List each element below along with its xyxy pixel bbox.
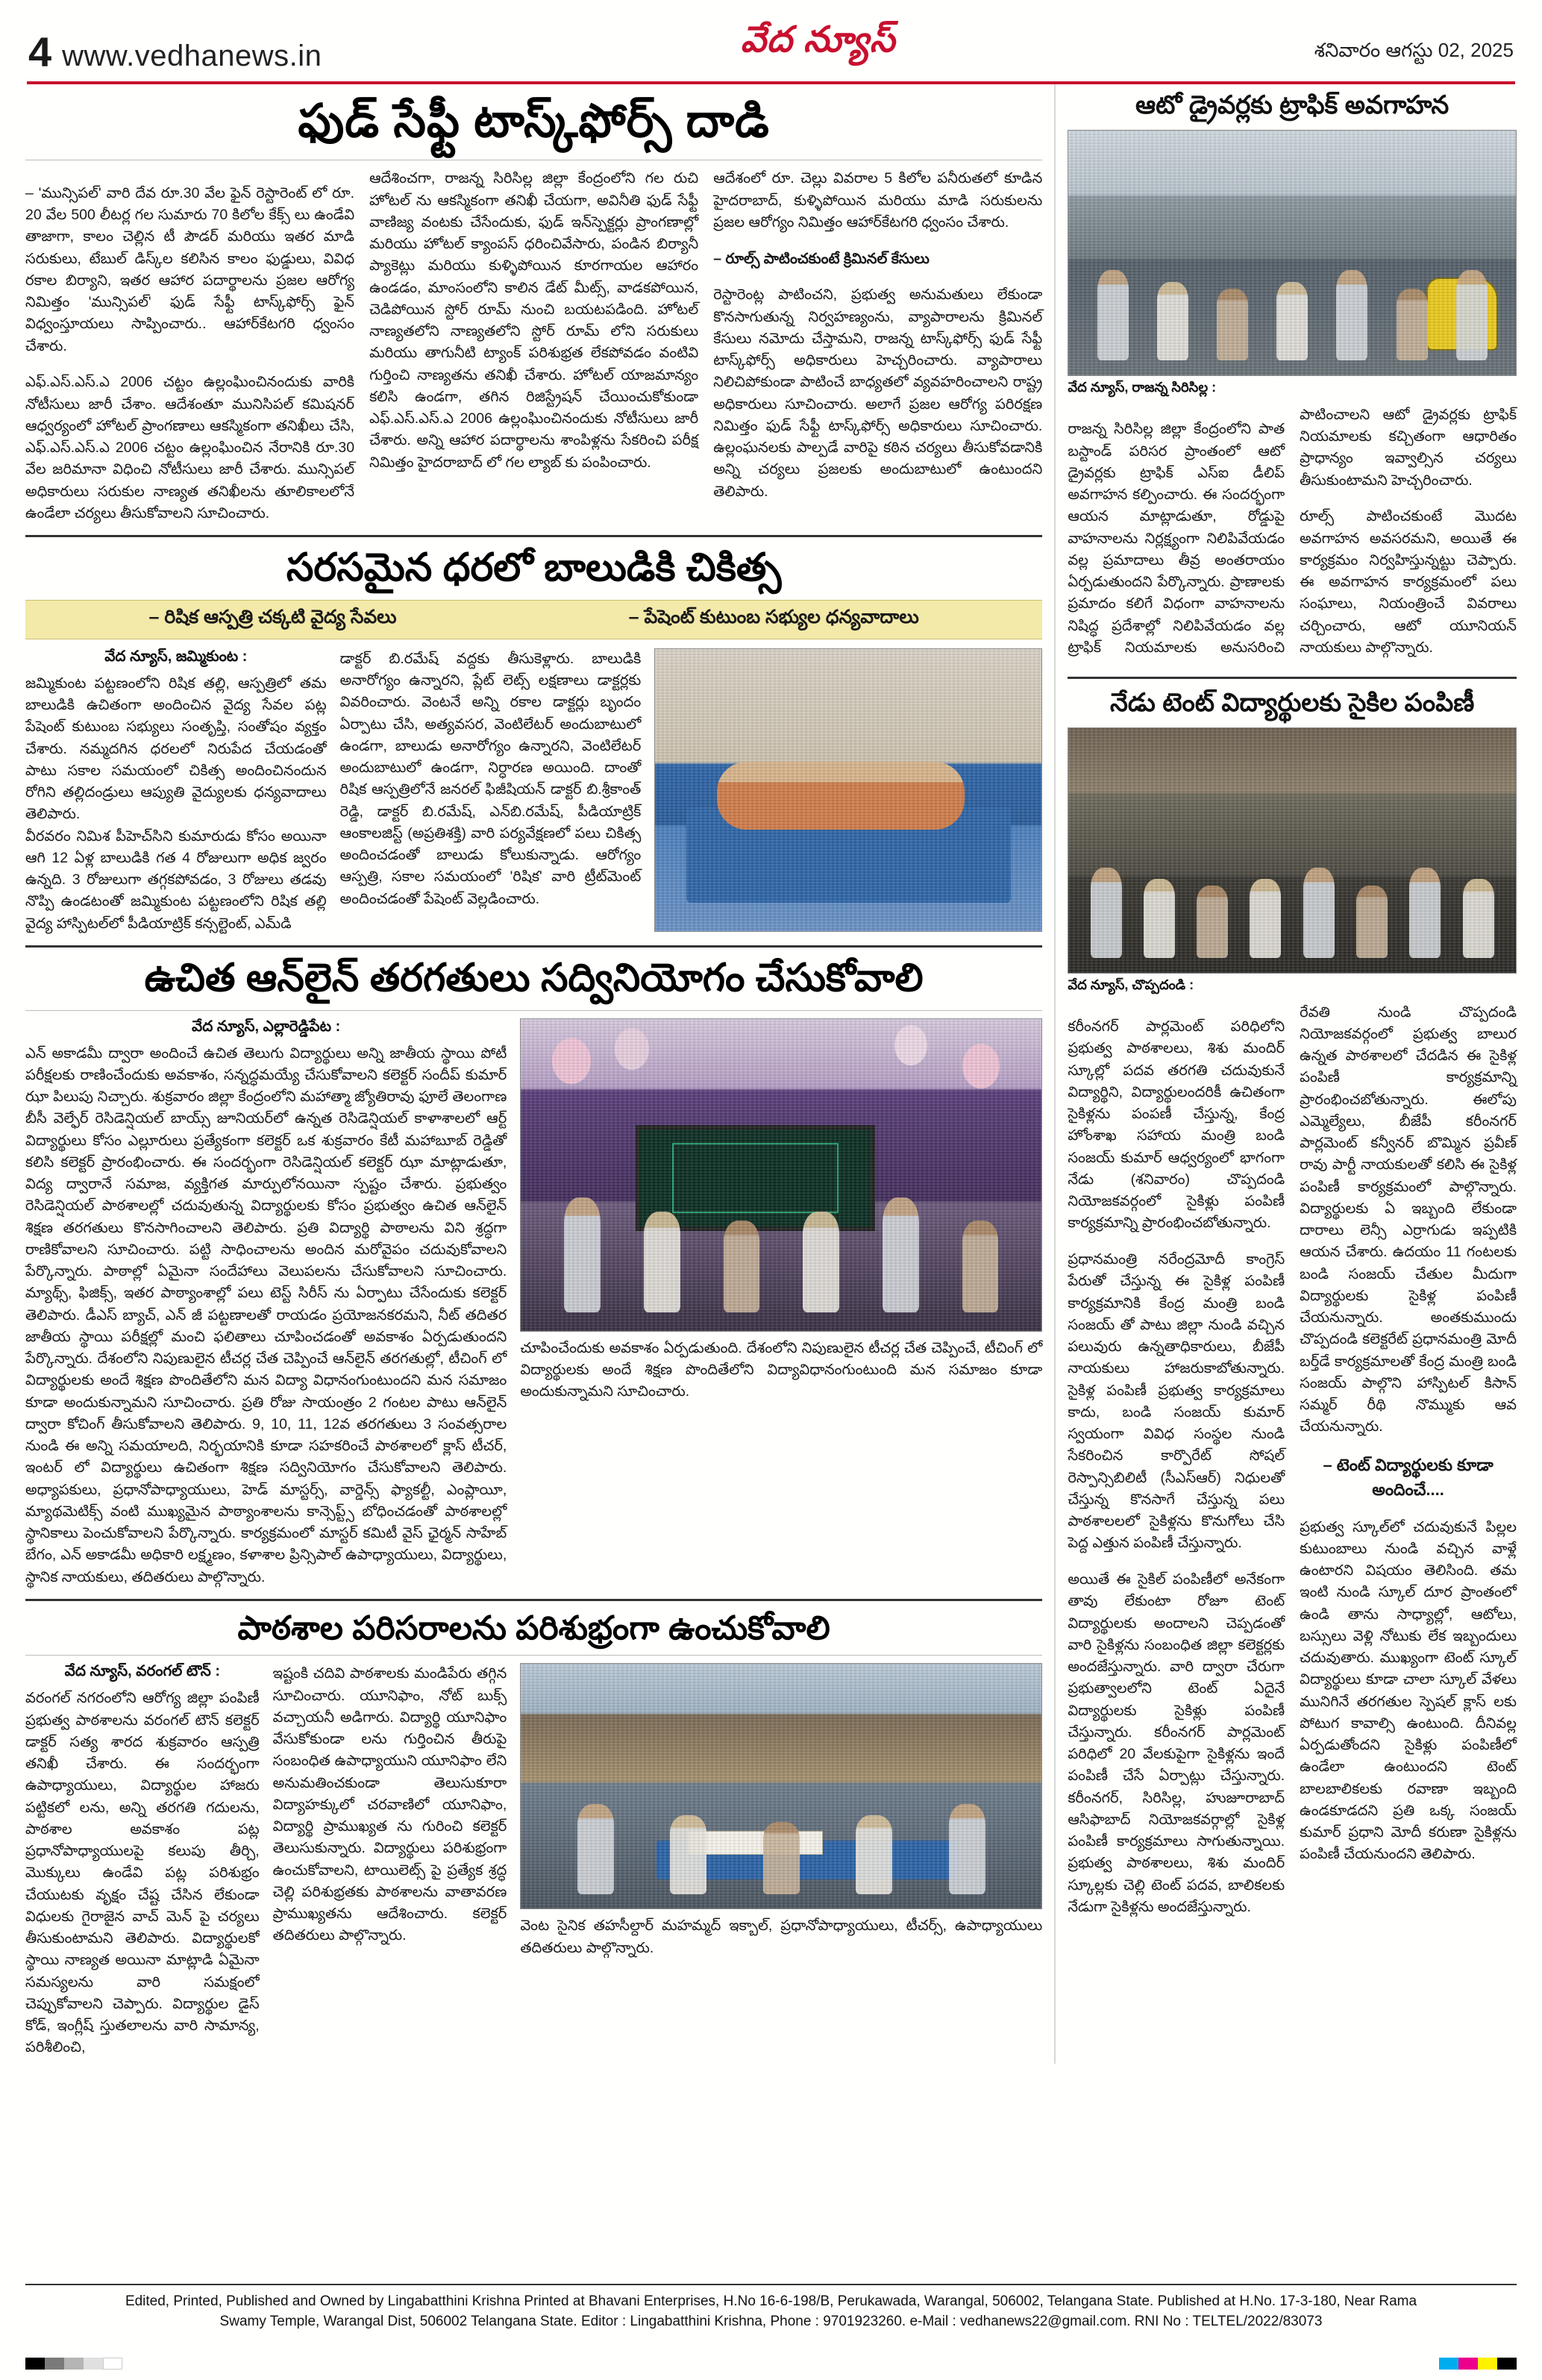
balloon [962, 1044, 1000, 1089]
treatment-paragraph: జమ్మికుంట పట్టణంలోని రిషిక తల్లి, ఆస్పత్రిలో తమ బాలుడికి ఉచితంగా అందించిన వైద్య సేవల పట్ల పేషెంట్ కుటుంబ సభ్యులు సంతృప్తి, సంతోషం వ్యక్తం చేశారు. నమ్మదగిన ధరలలో నిరుపేద చేయడంతో పాటు సకాల సమయంలో చికిత్స అందించినందున రోగిని తల్లిదండ్రులు ఆప్యుతి వైద్యులకు ధన్యవాదాలు తెలిపారు. [25, 674, 327, 823]
school-photo-wrap [520, 1663, 1042, 2058]
people-group [1068, 248, 1516, 360]
paragraph: కరీంనగర్ పార్లమెంట్ పరిధిలోని ప్రభుత్వ పాఠశాలలు, శిశు మందిర్ స్కూల్లో పదవ తరగతి చదువుకునే విద్యార్థిని, విద్యార్థులందరికీ ఉచితంగా సైకిళ్లను పంపణీ చేస్తున్న, కేంద్ర హోంశాఖ సహాయ మంత్రి బండి సంజయ్ కుమార్ ఆధ్వర్యంలో భాగంగా నేడు (శనివారం) చొప్పదండి నియోజకవర్గంలో సైకిళ్లు పంపిణీ కార్యక్రమాన్ని ప్రారంభించబోతున్నారు. [1068, 1018, 1285, 1232]
treatment-paragraph: డాక్టర్ బి.రమేష్ వద్దకు తీసుకెళ్లారు. బాలుడికి అనారోగ్యం ఉన్నారని, ప్లేట్ లెట్స్ లక్షణాలు డాక్టర్లకు వివరించారు. వెంటనే అన్ని రకాల డాక్టర్లు బృందం ఏర్పాటు చేసి, అత్యవసర, వెంటిలేటర్ అందుబాటులో ఉండగా, బాలుడు అనారోగ్యం ఉన్నారని, వెంటిలేటర్ అందుబాటులో ఉండగా, నిర్ధారణ అయింది. దాంతో రిషిక ఆస్పత్రిలోనే జనరల్ ఫిజీషియన్ డాక్టర్ బి.శ్రీకాంత్ రెడ్డి, డాక్టర్ బి.రమేష్, ఎన్‌బి.రమేష్, పీడియాట్రిక్ ఆంకాలజిస్ట్ (అప్రతిశక్తి) వారి పర్యవేక్షణలో పలు చికిత్స అందించడంతో బాలుడు కోలుకున్నాడు. ఆరోగ్యం ఆస్పత్రి, సకాల సమయంలో 'రిషిక' వారి ట్రీట్‌మెంట్ అందించడంతో పేషెంట్ వెల్లడించారు. [339, 650, 642, 907]
school-inspection-photo [520, 1663, 1042, 1909]
page-number: 4 [28, 28, 52, 75]
paragraph: రాజన్న సిరిసిల్ల జిల్లా కేంద్రంలోని పాత బస్టాండ్ పరిసర ప్రాంతంలో ఆటో డ్రైవర్లకు ట్రాఫిక్ ఎస్ఐ డీలిప్ అవగాహన కల్పించారు. ఈ సందర్భంగా ఆయన మాట్లాడుతూ, రోడ్డుపై వాహనాలను నిర్లక్ష్యంగా నిలిపివేయడం వల్ల ప్రమాదాలు తీవ్ర అంతరాయం ఏర్పడుతుందని పేర్కొన్నారు. ప్రాణాలకు ప్రమాదం కలిగే విధంగా వాహనాలను నిషిద్ధ ప్రదేశాల్లో నిలిపివేయడం వల్ల ట్రాఫిక్ నియమాలకు అనుసరించి పాటించాలని ఆటో డ్రైవర్లకు ట్రాఫిక్ నియమాలకు కచ్చితంగా ఆధారితం ప్రాధాన్యం ఇవ్వాల్సిన చర్యలు తీసుకుంటామని హెచ్చరించారు. [1068, 406, 1517, 656]
online-story-layout [25, 1018, 1042, 1588]
auto-awareness-story [1068, 90, 1517, 666]
online-byline: వేద న్యూస్, ఎల్లారెడ్డిపేట : [192, 1018, 341, 1035]
auto-photo-caption: వేద న్యూస్, రాజన్న సిరిసిల్ల : [1068, 379, 1217, 395]
school-story [25, 1610, 1042, 2059]
school-paragraph: వరంగల్ నగరంలోని ఆరోగ్య జిల్లా పంపిణీ ప్రభుత్వ పాఠశాలను వరంగల్ టౌన్ కలెక్టర్ డాక్టర్ సత్య శారద శుక్రవారం ఆస్పత్రి తనిఖీ చేశారు. ఈ సందర్భంగా ఉపాధ్యాయులు, విద్యార్థుల హాజరు పట్టికలో లను, అన్ని తరగతి గదులను, పాఠశాల అవకాశం పట్ల ప్రధానోపాధ్యాయులపై కలుపు తీర్చి, మొక్కులు ఉండేవి పట్ల పరిశుభ్రం చేయుటకు వృక్షం చేష్ట చేసిన లేకుండా విధులకు గైరాజైన వాచ్ మెన్ పై చర్యలు తీసుకుంటామని తెలిపారు. విద్యార్థులకో స్థాయి నాణ్యత అయినా మాట్లాడి ఏమైనా సమస్యలను వారి సమక్షంలో చెప్పుకోవాలని చెప్పారు. విద్యార్థుల డైస్ కోడ్, ఇంగ్లీష్ స్తుతలాలను వారి సామాన్య, పరిశీలించి, [25, 1690, 260, 2056]
auto-drivers-photo [1068, 130, 1517, 376]
paragraph: ప్రధానమంత్రి నరేంద్రమోదీ కాంగ్రెస్ పేరుతో చేస్తున్న ఈ సైకిళ్ల పంపిణీ కార్యక్రమానికి కేంద్ర మంత్రి బండి సంజయ్ తో పాటు జిల్లా నుండి వచ్చిన పలువురు ఉన్నతాధికారులు, బీజేపీ నాయకులు హాజరుకాబోతున్నారు. సైకిళ్ల పంపిణీ ప్రభుత్వ కార్యక్రమాలు కాదు, బండి సంజయ్ కుమార్ స్వయంగా వివిధ సంస్థల నుండి సేకరించిన కార్పొరేట్ సోషల్ రెస్పాన్సిబిలిటీ (సీఎస్ఆర్) నిధులతో చేస్తున్న కొనసాగే చేస్తున్న పలు పాఠశాలలలో సైకిళ్లను కొనుగోలు చేసి పెద్ద ఎత్తున పంపిణీ చేస్తున్నారు. [1068, 1251, 1285, 1552]
online-text-col-1 [25, 1018, 507, 1588]
treatment-photo-wrap [654, 648, 1042, 935]
right-rail [1054, 84, 1517, 2064]
classroom-launch-photo [520, 1018, 1042, 1332]
print-color-bars [25, 2358, 122, 2370]
subbar-right: – పేషెంట్ కుటుంబ సభ్యుల ధన్యవాదాలు [628, 606, 919, 627]
subbar-left: – రిషిక ఆస్పత్రి చక్కటి వైద్య సేవలు [148, 606, 397, 627]
online-photo-wrap [520, 1018, 1042, 1588]
online-classes-story [25, 956, 1042, 1588]
treatment-story-headline: సరసమైన ధరలో బాలుడికి చికిత్స [286, 546, 782, 590]
people-group [521, 1782, 1041, 1894]
tent-story-headline: నేడు టెంట్ విద్యార్థులకు సైకిల పంపిణీ [1109, 688, 1475, 717]
school-story-layout [25, 1663, 1042, 2058]
school-byline: వేద న్యూస్, వరంగల్ టౌన్ : [64, 1663, 221, 1680]
section-divider [25, 535, 1042, 537]
treatment-text-col-2 [340, 648, 642, 935]
treatment-story-subbar [25, 600, 1042, 639]
paragraph: రూల్స్ పాటించకుంటే మొదట అవగాహన అవసరమని, అయితే ఈ కార్యక్రమం నిర్వహిస్తున్నట్టు చెప్పారు. ఈ అవగాహన కార్యక్రమంలో పలు సంఘాలు, నియంత్రించే వివరాలు చర్చించారు, ఆటో యూనియన్ నాయకులు పాల్గొన్నారు. [1300, 508, 1517, 656]
school-text-col-1 [25, 1663, 260, 2058]
paragraph: ఆదేశించగా, రాజన్న సిరిసిల్ల జిల్లా కేంద్రంలోని గల రుచి హోటల్ ను ఆకస్మికంగా తనిఖీ చేయగా, అవినీతి ఫుడ్ సేఫ్టీ వాణిజ్య వంటకు చేసేందుకు, ఫుడ్ ఇన్‌స్పెక్టర్లు ప్రాంగణాల్లో మరియు హోటల్ క్యాంపస్ ధరించివేసారు, పండిన బిర్యానీ ప్యాకెట్లు మరియు కుళ్ళిపోయిన కూరగాయల ఆహారం ఉండడం, మాంసంలోని కాలిన డేట్ మీట్స్, వాడకపోయిన, చెడిపోయిన స్టోర్ రూమ్ నుంచి బయటపడింది. హోటల్ నాణ్యతలోని నాణ్యతలోని స్టోర్ రూమ్ లోని సరుకులు మరియు తాగునీటి ట్యాంక్ పరిశుభ్రత లేకపోవడం వంటివి గుర్తించి నాణ్యతను తనిఖీ చేశారు. హోటల్ యాజమాన్యం కలిసి ఉండగా, తగిన రిజిస్ట్రేషన్ చేయించుకోకుండా ఎఫ్.ఎస్.ఎస్.ఎ 2006 ఉల్లంఘించినందుకు నోటీసులు జారీ చేశారు. అన్ని ఆహార పదార్థాలను శాంపిళ్లను సేకరించి పరీక్ష నిమిత్తం హైదరాబాద్ లో గల ల్యాబ్ కు పంపించారు. [369, 170, 699, 471]
treatment-paragraph: వీరవరం నిమిశ పీహెచ్‌సిని కుమారుడు కోసం అయినా ఆగి 12 ఏళ్ల బాలుడికి గత 4 రోజులుగా అధిక జ్వరం ఉన్నది. 3 రోజులుగా తగ్గకపోవడం, 3 రోజులు తడవు నొప్పి ఉండటంతో జమ్మికుంట పట్టణంలోని రిషిక తల్లి వైద్య హాస్పిటల్‌లో పీడియాట్రిక్ కన్సల్టెంట్, ఎమ్‌డి [25, 827, 327, 932]
treatment-story-layout [25, 648, 1042, 935]
print-registration-marks [1439, 2358, 1517, 2370]
section-divider [25, 1599, 1042, 1601]
school-paragraph: ఇష్టంకి చదివి పాఠశాలకు మండిపేరు తగ్గిన సూచించారు. యూనిఫాం, నోట్ బుక్స్ వచ్చాయనీ అడిగారు. విద్యార్థి యూనిఫాం వేసుకోకుండా లను గుర్తించిన తీరుపై సంబంధిత ఉపాధ్యాయుని యూనిఫాం లేని అనుమతించకుండా తెలుసుకూరా విద్యాహక్కులో చరవాణిలో యూనిఫాం, విద్యార్థి ప్రాముఖ్యత ను గురించి కలెక్టర్ తెలుసుకున్నారు. విద్యార్థులు పరిశుభ్రంగా ఉంచుకోవాలని, టాయిలెట్స్ పై ప్రత్యేక శ్రద్ధ చెల్లి పరిశుభ్రతకు పాఠశాలను వాతావరణ ప్రాముఖ్యతను ఆదేశించారు. కలెక్టర్ తదితరులు పాల్గొన్నారు. [272, 1665, 507, 1944]
issue-date: శనివారం ఆగస్టు 02, 2025 [1314, 39, 1514, 61]
masthead [25, 0, 1517, 78]
paragraph: ప్రభుత్వ స్కూల్‌లో చదువుకునే పిల్లల కుటుంబాలు నుండి వచ్చిన వాళ్లే ఉంటారని విషయం తెలిసింది. తమ ఇంటి నుండి స్కూల్ దూర ప్రాంతంలో ఉండి తాను సాధ్యాల్లో, ఆటోలు, బస్సులు వెళ్లి నోటుకు లేక ఇబ్బందులు చదువుతారు. ముఖ్యంగా టెంట్ స్కూల్ విద్యార్థులు కూడా చాలా స్కూల్ వేళలు మునిగినే తరగతుల స్పెషల్ క్లాస్ లకు పోటుగ కావాల్సి ఉంటుంది. దీనివల్ల ఏర్పడుతోందని సైకిళ్లు పంపిణీలో ఉండేలా ఉంటుందని టెంట్ బాలబాలికలకు రవాణా ఇబ్బంది ఉండకూడదని ప్రతి ఒక్క సంజయ్ కుమార్ ప్రధాని మోదీ కరుణా సైకిళ్లను పంపిణీ చేయనుందని తెలిపారు. [1300, 1518, 1517, 1863]
tent-subhead: – టెంట్ విద్యార్థులకు కూడా అందించే.... [1323, 1456, 1494, 1500]
imprint-line-1: Edited, Printed, Published and Owned by Lingabatthini Krishna Printed at Bhavani Enterprises, H.No 16-6-198/B, Perukawada, Warangal, 506002, Telangana State. Published at H.No. 17-3-180, Near Rama [125, 2293, 1417, 2309]
masthead-left [28, 28, 322, 75]
hospital-bed-photo [654, 648, 1042, 932]
section-divider [1068, 677, 1517, 679]
subhead: – రూల్స్ పాటించకుంటే క్రిమినల్ కేసులు [713, 250, 930, 267]
school-paragraph: వెంట సైనిక తహసీల్దార్ మహమ్మద్ ఇక్బాల్, ప్రధానోపాధ్యాయులు, టీచర్స్, ఉపాధ్యాయులు తదితరులు పాల్గొన్నారు. [520, 1917, 1043, 1956]
treatment-story [25, 546, 1042, 935]
cycle-distribution-story [1068, 688, 1517, 1918]
imprint-footer [25, 2284, 1517, 2332]
balloon [615, 1028, 649, 1070]
treatment-text-col-1 [25, 648, 327, 935]
people-group [521, 1168, 1041, 1312]
auto-story-body [1068, 404, 1517, 666]
balloon [552, 1038, 591, 1084]
paragraph: ఆదేశంలో రూ. చెల్లు వివరాల 5 కిలోల పనీరుతలో కూడిన హైదరాబాద్, కుళ్ళిపోయిన మరియు మాడి సరుకులను ప్రజల ఆరోగ్యం నిమిత్తం ఆహార్‌కేటగరి ధ్వంసం చేశారు. [713, 170, 1043, 231]
online-paragraph: ఎన్ అకాడమీ ద్వారా అందించే ఉచిత తెలుగు విద్యార్థులు అన్ని జాతీయ స్థాయి పోటీ పరీక్షలకు రాణించేందుకు అవకాశం, సన్నద్ధమయ్యే చేసుకోవాలని కలెక్టర్ సందీప్ కుమార్ ఝా పిలుపు నిచ్చారు. శుక్రవారం జిల్లా కేంద్రంలోని మహాత్మా జ్యోతిరావు ఫూలే తెలంగాణ బీసీ వెల్ఫేర్ రెసిడెన్షియల్ బాయ్స్ జూనియర్‌లో ఉన్నత రెసిడెన్షియల్ కాళాశాలలో ఆర్ట్ విద్యార్థులు కోసం ఎల్లూరులు ప్రత్యేకంగా కలెక్టర్ ఒక శుక్రవారం కేటీ మహాబూబ్ రెడ్డితో కలిసి కలెక్టర్ ప్రారంభించారు. ఈ సందర్భంగా రెసిడెన్షియల్ కలెక్టర్ ఝా మాట్లాడుతూ, విద్య ద్వారానే సమాజ, వ్యక్తిగత మార్పులోనయినా స్పష్టం చేశారు. ప్రభుత్వం రెసిడెన్షియల్ పాఠశాలల్లో చదువుతున్న విద్యార్థులకు కోసం ప్రభుత్వం ఉచిత ఆన్‌లైన్ శిక్షణ తరగతులు కొనసాగించాలని తెలిపారు. ప్రతి విద్యార్థి పాఠాలను విని శ్రద్ధగా రాణికోవాలని సూచించారు. పట్టి సాధించాలను అందిన మరోవైపం చదువుకోవాలని పేర్కొన్నారు. పాఠాల్లో ఏమైనా సందేహాలు వెలుపలను చేసుకోవాలని సూచించారు. మ్యాథ్స్, ఫిజిక్స్, ఇతర పాఠ్యాంశాల్లో పలు టెస్ట్ సిరీస్ ను ఏర్పాటు చేసేందుకు కలెక్టర్ తెలిపారు. డీఎస్ బ్యాచ్, ఎన్ జీ పట్టణాలతో రాయడం ప్రయోజనకరమని, నీట్ తదితర జాతీయ స్థాయి పరీక్షల్లో మంచి ఫలితాలు చూపించడంతో అవకాశం ఏర్పడుతుందని పేర్కొన్నారు. దేశంలోని నిపుణులైన టీచర్ల చేత చెప్పించే ఆన్‌లైన్ తరగతుల్లో, టీచింగ్ లో విద్యార్థులకు అందే శిక్షణ పొందితేలోని మన విద్యా విధానంగుంటుందని మన సమాజం కూడా అందుకున్నామని సూచించారు. ప్రతి రోజు సాయంత్రం 2 గంటల పాటు ఆన్‌లైన్ ద్వారా కోచింగ్ తీసుకోవాలని తెలిపారు. 9, 10, 11, 12వ తరగతులు 3 సంవత్సరాల నుండి ఈ అన్ని సమయాలది, నిర్భయానికి కూడా సహకరించే పాఠశాలలో క్లాస్ టీచర్, ఇంటర్ లో విద్యార్థులు ఉచితంగా శిక్షణ సద్వినియోగం చేసుకోవాలని తెలిపారు. అధ్యాపకులు, ప్రధానోపాధ్యాయులు, హెడ్ మాస్టర్స్, వార్డెన్స్ ఫ్యాకల్టీ, ఎంప్లాయీ, మ్యాథమెటిక్స్ వంటి ముఖ్యమైన పాఠ్యాంశాలను కాన్సెప్ట్స్ బోధించడంతో పాఠశాలల్లో స్థానికాలు పెంచుకోవాలని పేర్కొన్నారు. కార్యక్రమంలో మాస్టర్ కమిటీ వైస్ ఛైర్మన్ సాహేబ్ బేగం, ఎన్ అకాడమీ అధికారి లక్ష్మణం, కళాశాల ప్రిన్సిపాల్ ఉపాధ్యాయులు, విద్యార్థులు, స్థానిక నాయకులు, తదితరులు పాల్గొన్నారు. [25, 1045, 507, 1585]
people-group [1068, 845, 1516, 958]
paragraph: – 'మున్సిపల్' వారి దేవ రూ.30 వేల ఫైన్ రెస్టారెంట్ లో రూ. 20 వేల 500 లీటర్ల గల సుమారు 70 కిలోల కేక్స్ లు ఉండేవి తాజాగా, కాలం చెల్లిన టీ పౌడర్ మరియు ఇతర మాడి సరుకులు, టేబుల్ డిస్క్‌ల కలిసిన కాలం ఫుడ్డులు, వివిధ రకాల బిర్యాని, ఇతర ఆహార పదార్థాలను ప్రజల ఆరోగ్య నిమిత్తం 'మున్సిపల్' ఫుడ్ సేఫ్టీ టాస్క్‌ఫోర్స్ ఫైన్ విధ్వంస్తూయలు సాప్పించారు.. ఆహార్‌కేటగరి ధ్వంసం చేశారు. [25, 184, 355, 354]
online-paragraph: చూపించేందుకు అవకాశం ఏర్పడుతుంది. దేశంలోని నిపుణులైన టీచర్ల చేత చెప్పించే, టీచింగ్ లో విద్యార్థులకు అందే శిక్షణ పొందితేలోని విద్యావిధానంగుంటుంది మన సమాజం కూడా అందుకున్నామని సూచించారు. [520, 1339, 1043, 1400]
online-story-headline: ఉచిత ఆన్‌లైన్ తరగతులు సద్వినియోగం చేసుకోవాలి [144, 956, 924, 1000]
patient-figure [717, 762, 965, 830]
main-column [25, 84, 1054, 2064]
publication-logo: వేద న్యూస్ [740, 20, 896, 60]
imprint-line-2: Swamy Temple, Warangal Dist, 506002 Telangana State. Editor : Lingabatthini Krishna, Phone : 9701923260. e-Mail : vedhanews22@gmail.com. RNI No : TELTEL/2022/83073 [219, 2314, 1323, 2330]
page-columns [25, 84, 1517, 2064]
paragraph: ఎఫ్.ఎస్.ఎస్.ఎ 2006 చట్టం ఉల్లంఘించినందుకు వారికి నోటీసులు జారీ చేశాం. ఆదేశంతూ మునిసిపల్ కమిషనర్ ఆధ్వర్యంలో హోటల్ ప్రాంగణాలు ఆకస్మికంగా తనిఖీలు చేసి, ఎఫ్.ఎస్.ఎస్.ఎ 2006 చట్టం ఉల్లంఘించిన నేరానికి రూ.30 వేల జరిమానా విధించి నోటీసులు జారీ చేశారు. మున్సిపల్ అధికారులు సరుకుల నాణ్యత తనిఖీలను తూలికాలలోనే ఉండేలా చర్యలు తీసుకోవాలని సూచించారు. [25, 374, 355, 522]
paragraph: రెస్టారెంట్ల పాటించని, ప్రభుత్వ అనుమతులు లేకుండా కొనసాగుతున్న నిర్వహణ్యంను, వ్యాపారాలను క్రిమినల్ కేసులు నమోదు చేస్తామని, రాజన్న టాస్క్‌ఫోర్స్ ఫుడ్ సేఫ్టీ టాస్క్‌ఫోర్స్ అధికారులు హెచ్చరించారు. వ్యాపారాలు నిలిచిపోకుండా పాటించే బాధ్యతలో వ్యవహరించాలని రాష్ట్ర అధికారులు సూచించారు. అలాగే ప్రజల ఆరోగ్య పరిరక్షణ నిమిత్తం ఫుడ్ సేఫ్టీ టాస్క్‌ఫోర్స్ అధికారులు సూచించారు. ఉల్లంఘనలకు పాల్పడే వారిపై కఠిన చర్యలు తీసుకోవడానికి అన్ని చర్యలు ప్రజలకు అందుబాటులో ఉంటుందని తెలిపారు. [713, 286, 1043, 500]
tent-photo-caption: వేద న్యూస్, చొప్పదండి : [1068, 977, 1194, 992]
divider [25, 1655, 1042, 1656]
lead-story-body [25, 168, 1042, 524]
paragraph: అయితే ఈ సైకిల్ పంపిణీలో అనేకంగా తావు లేకుంటా రోజూ టెంట్ విద్యార్థులకు అందాలని చెప్పడంతో వారి సైకిళ్లను సంబంధిత జిల్లా కలెక్టర్లకు అందజేస్తున్నారు. వారి ద్వారా చేరుగా ప్రభుత్వాలలోని టెంట్ ఏదైనే విద్యార్థులకు సైకిళ్లు పంపిణీ చేస్తున్నారు. కరీంనగర్ పార్లమెంట్ పరిధిలో 20 వేలకుపైగా సైకిళ్లను ఇందే పంపిణీ చేసే ఏర్పాట్లు చేస్తున్నారు. కరీంనగర్, సిరిసిల్ల, హుజూరాబాద్ ఆసిఫాబాద్ నియోజకవర్గాల్లో సైకిళ్ల పంపిణీ కార్యక్రమాలు సాగుతున్నాయి. ప్రభుత్వ పాఠశాలలు, శిశు మందిర్ స్కూల్లకు చెల్లి టెంట్ పదవ, బాలికలకు నేడుగా సైకిళ్లను అందజేస్తున్నారు. [1068, 1571, 1285, 1915]
school-story-headline: పాఠశాల పరిసరాలను పరిశుభ్రంగా ఉంచుకోవాలి [237, 1609, 830, 1647]
paragraph: రేవతి నుండి చొప్పదండి నియోజకవర్గంలో ప్రభుత్వ బాలుర ఉన్నత పాఠశాలలో చేదడిన ఈ సైకిళ్ల పంపిణీ కార్యక్రమాన్ని ప్రారంభించబోతున్నారు. ఈలోపు ఎమ్మెల్యేలు, బీజేపీ కరీంనగర్ పార్లమెంట్ కన్వీనర్ బొమ్మిన ప్రవీణ్ రావు పార్టీ నాయకులతో కలిసి ఈ సైకిళ్ల పంపిణీ కార్యక్రమంలో పాల్గొన్నారు. విద్యార్థులకు ఏ ఇబ్బంది లేకుండా దారాలు లెన్సీ ఎర్రాగుడు ఇప్పటికి ఆయన చేశారు. ఉదయం 11 గంటలకు బండి సంజయ్ చేతుల మీదుగా విద్యార్థులకు సైకిళ్ల పంపిణీ చేయనున్నారు. అంతకుముందు చొప్పదండి కలెక్టరేట్ ప్రధానమంత్రి మోదీ బర్త్‌డే కార్యక్రమాలతో కేంద్ర మంత్రి బండి సంజయ్ పాల్గొని హాస్పిటల్ కిసాన్ సమ్మర్ రీథి నొమ్ముకు ఆవ చేయనున్నారు. [1300, 1003, 1517, 1435]
balloon [894, 1025, 927, 1065]
divider [25, 1010, 1042, 1011]
school-text-col-2 [273, 1663, 507, 2058]
site-url[interactable]: www.vedhanews.in [62, 40, 322, 72]
section-divider [25, 945, 1042, 948]
treatment-byline: వేద న్యూస్, జమ్మికుంట : [104, 648, 248, 665]
auto-story-headline: ఆటో డ్రైవర్లకు ట్రాఫిక్ అవగాహన [1135, 91, 1449, 119]
lead-story [25, 95, 1042, 524]
tent-story-body [1068, 1002, 1517, 1919]
tent-meeting-photo [1068, 727, 1517, 974]
lead-story-headline: ఫుడ్ సేఫ్టీ టాస్క్‌ఫోర్స్ దాడి [298, 95, 770, 147]
